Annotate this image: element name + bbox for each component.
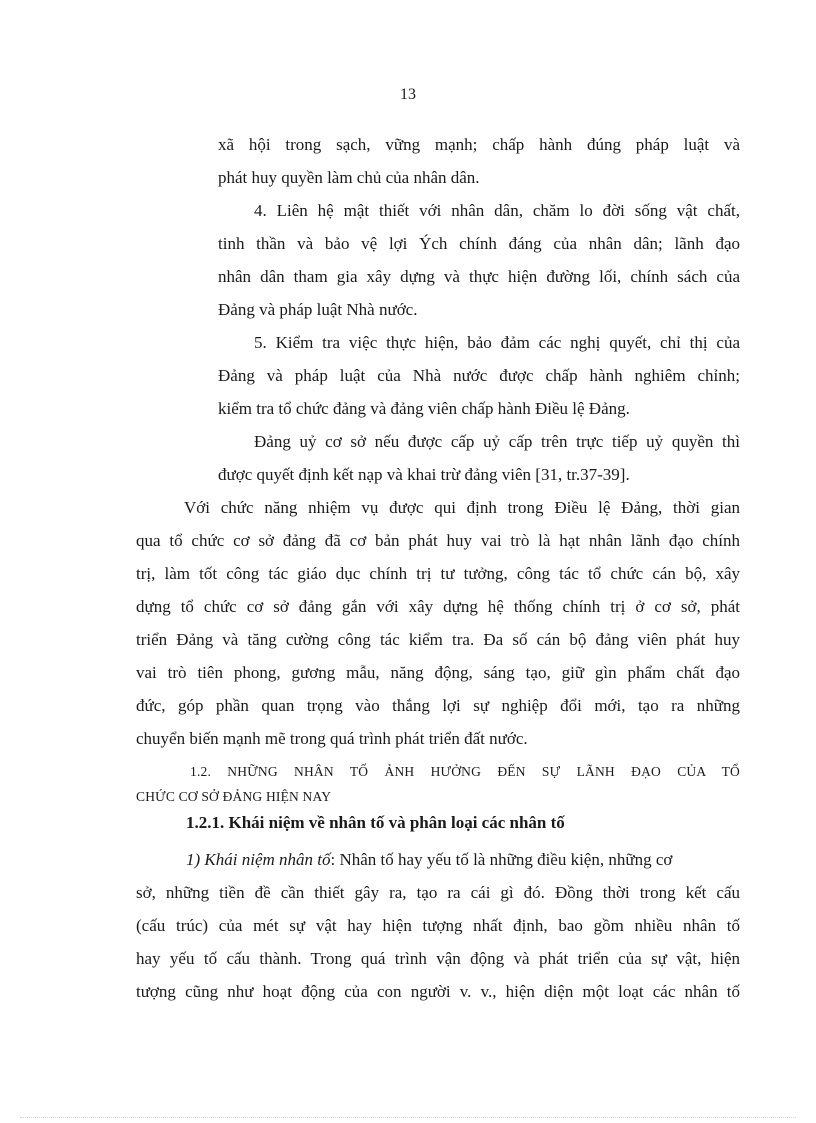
text-line: đức, góp phần quan trọng vào thắng lợi sự nghiệp đổi mới, tạo ra những xyxy=(136,696,740,715)
text-line: Đảng uỷ cơ sở nếu được cấp uỷ cấp trên trực tiếp uỷ quyền thì xyxy=(254,432,740,451)
definition-text: : Nhân tố hay yếu tố là những điều kiện, những cơ xyxy=(330,850,673,869)
text-line: 5. Kiểm tra việc thực hiện, bảo đảm các nghị quyết, chỉ thị của xyxy=(254,333,740,352)
text-line: 4. Liên hệ mật thiết với nhân dân, chăm lo đời sống vật chất, xyxy=(254,201,740,220)
text-line: xã hội trong sạch, vững mạnh; chấp hành đúng pháp luật và xyxy=(218,135,740,154)
text-line: Đảng và pháp luật Nhà nước. xyxy=(218,300,418,319)
section-heading: CHỨC CƠ SỞ ĐẢNG HIỆN NAY xyxy=(136,789,332,804)
section-heading: 1.2. NHỮNG NHÂN TỐ ẢNH HƯỞNG ĐẾN SỰ LÃNH ĐẠO CỦA TỔ xyxy=(190,764,740,779)
text-line: Với chức năng nhiệm vụ được qui định trong Điều lệ Đảng, thời gian xyxy=(184,498,740,517)
page-number: 13 xyxy=(400,86,416,103)
text-line: sở, những tiền đề cần thiết gây ra, tạo ra cái gì đó. Đồng thời trong kết cấu xyxy=(136,883,740,902)
text-line: nhân dân tham gia xây dựng và thực hiện đường lối, chính sách của xyxy=(218,267,740,286)
text-line: (cấu trúc) của mét sự vật hay hiện tượng nhất định, bao gồm nhiều nhân tố xyxy=(136,916,740,935)
subsection-heading: 1.2.1. Khái niệm về nhân tố và phân loại các nhân tố xyxy=(186,813,565,832)
text-line: trị, làm tốt công tác giáo dục chính trị tư tưởng, công tác tổ chức cán bộ, xây xyxy=(136,564,740,583)
text-line: hay yếu tố cấu thành. Trong quá trình vận động và phát triển của sự vật, hiện xyxy=(136,949,740,968)
text-line: tượng cũng như hoạt động của con người v. v., hiện diện một loạt các nhân tố xyxy=(136,982,740,1001)
text-line xyxy=(186,848,740,872)
footer-divider xyxy=(20,1117,796,1118)
text-line: vai trò tiên phong, gương mẫu, năng động, sáng tạo, giữ gìn phẩm chất đạo xyxy=(136,663,740,682)
italic-term: 1) Khái niệm nhân tố xyxy=(186,850,331,869)
text-line: tinh thần và bảo vệ lợi Ých chính đáng của nhân dân; lãnh đạo xyxy=(218,234,740,253)
text-line: phát huy quyền làm chủ của nhân dân. xyxy=(218,168,480,187)
text-line: triển Đảng và tăng cường công tác kiểm tra. Đa số cán bộ đảng viên phát huy xyxy=(136,630,740,649)
text-line: chuyển biến mạnh mẽ trong quá trình phát triển đất nước. xyxy=(136,729,528,748)
text-line: Đảng và pháp luật của Nhà nước được chấp hành nghiêm chỉnh; xyxy=(218,366,740,385)
text-line: kiểm tra tổ chức đảng và đảng viên chấp hành Điều lệ Đảng. xyxy=(218,399,630,418)
text-line: dựng tổ chức cơ sở đảng gắn với xây dựng hệ thống chính trị ở cơ sở, phát xyxy=(136,597,740,616)
text-line: được quyết định kết nạp và khai trừ đảng viên [31, tr.37-39]. xyxy=(218,465,630,484)
text-line: qua tổ chức cơ sở đảng đã cơ bản phát huy vai trò là hạt nhân lãnh đạo chính xyxy=(136,531,740,550)
